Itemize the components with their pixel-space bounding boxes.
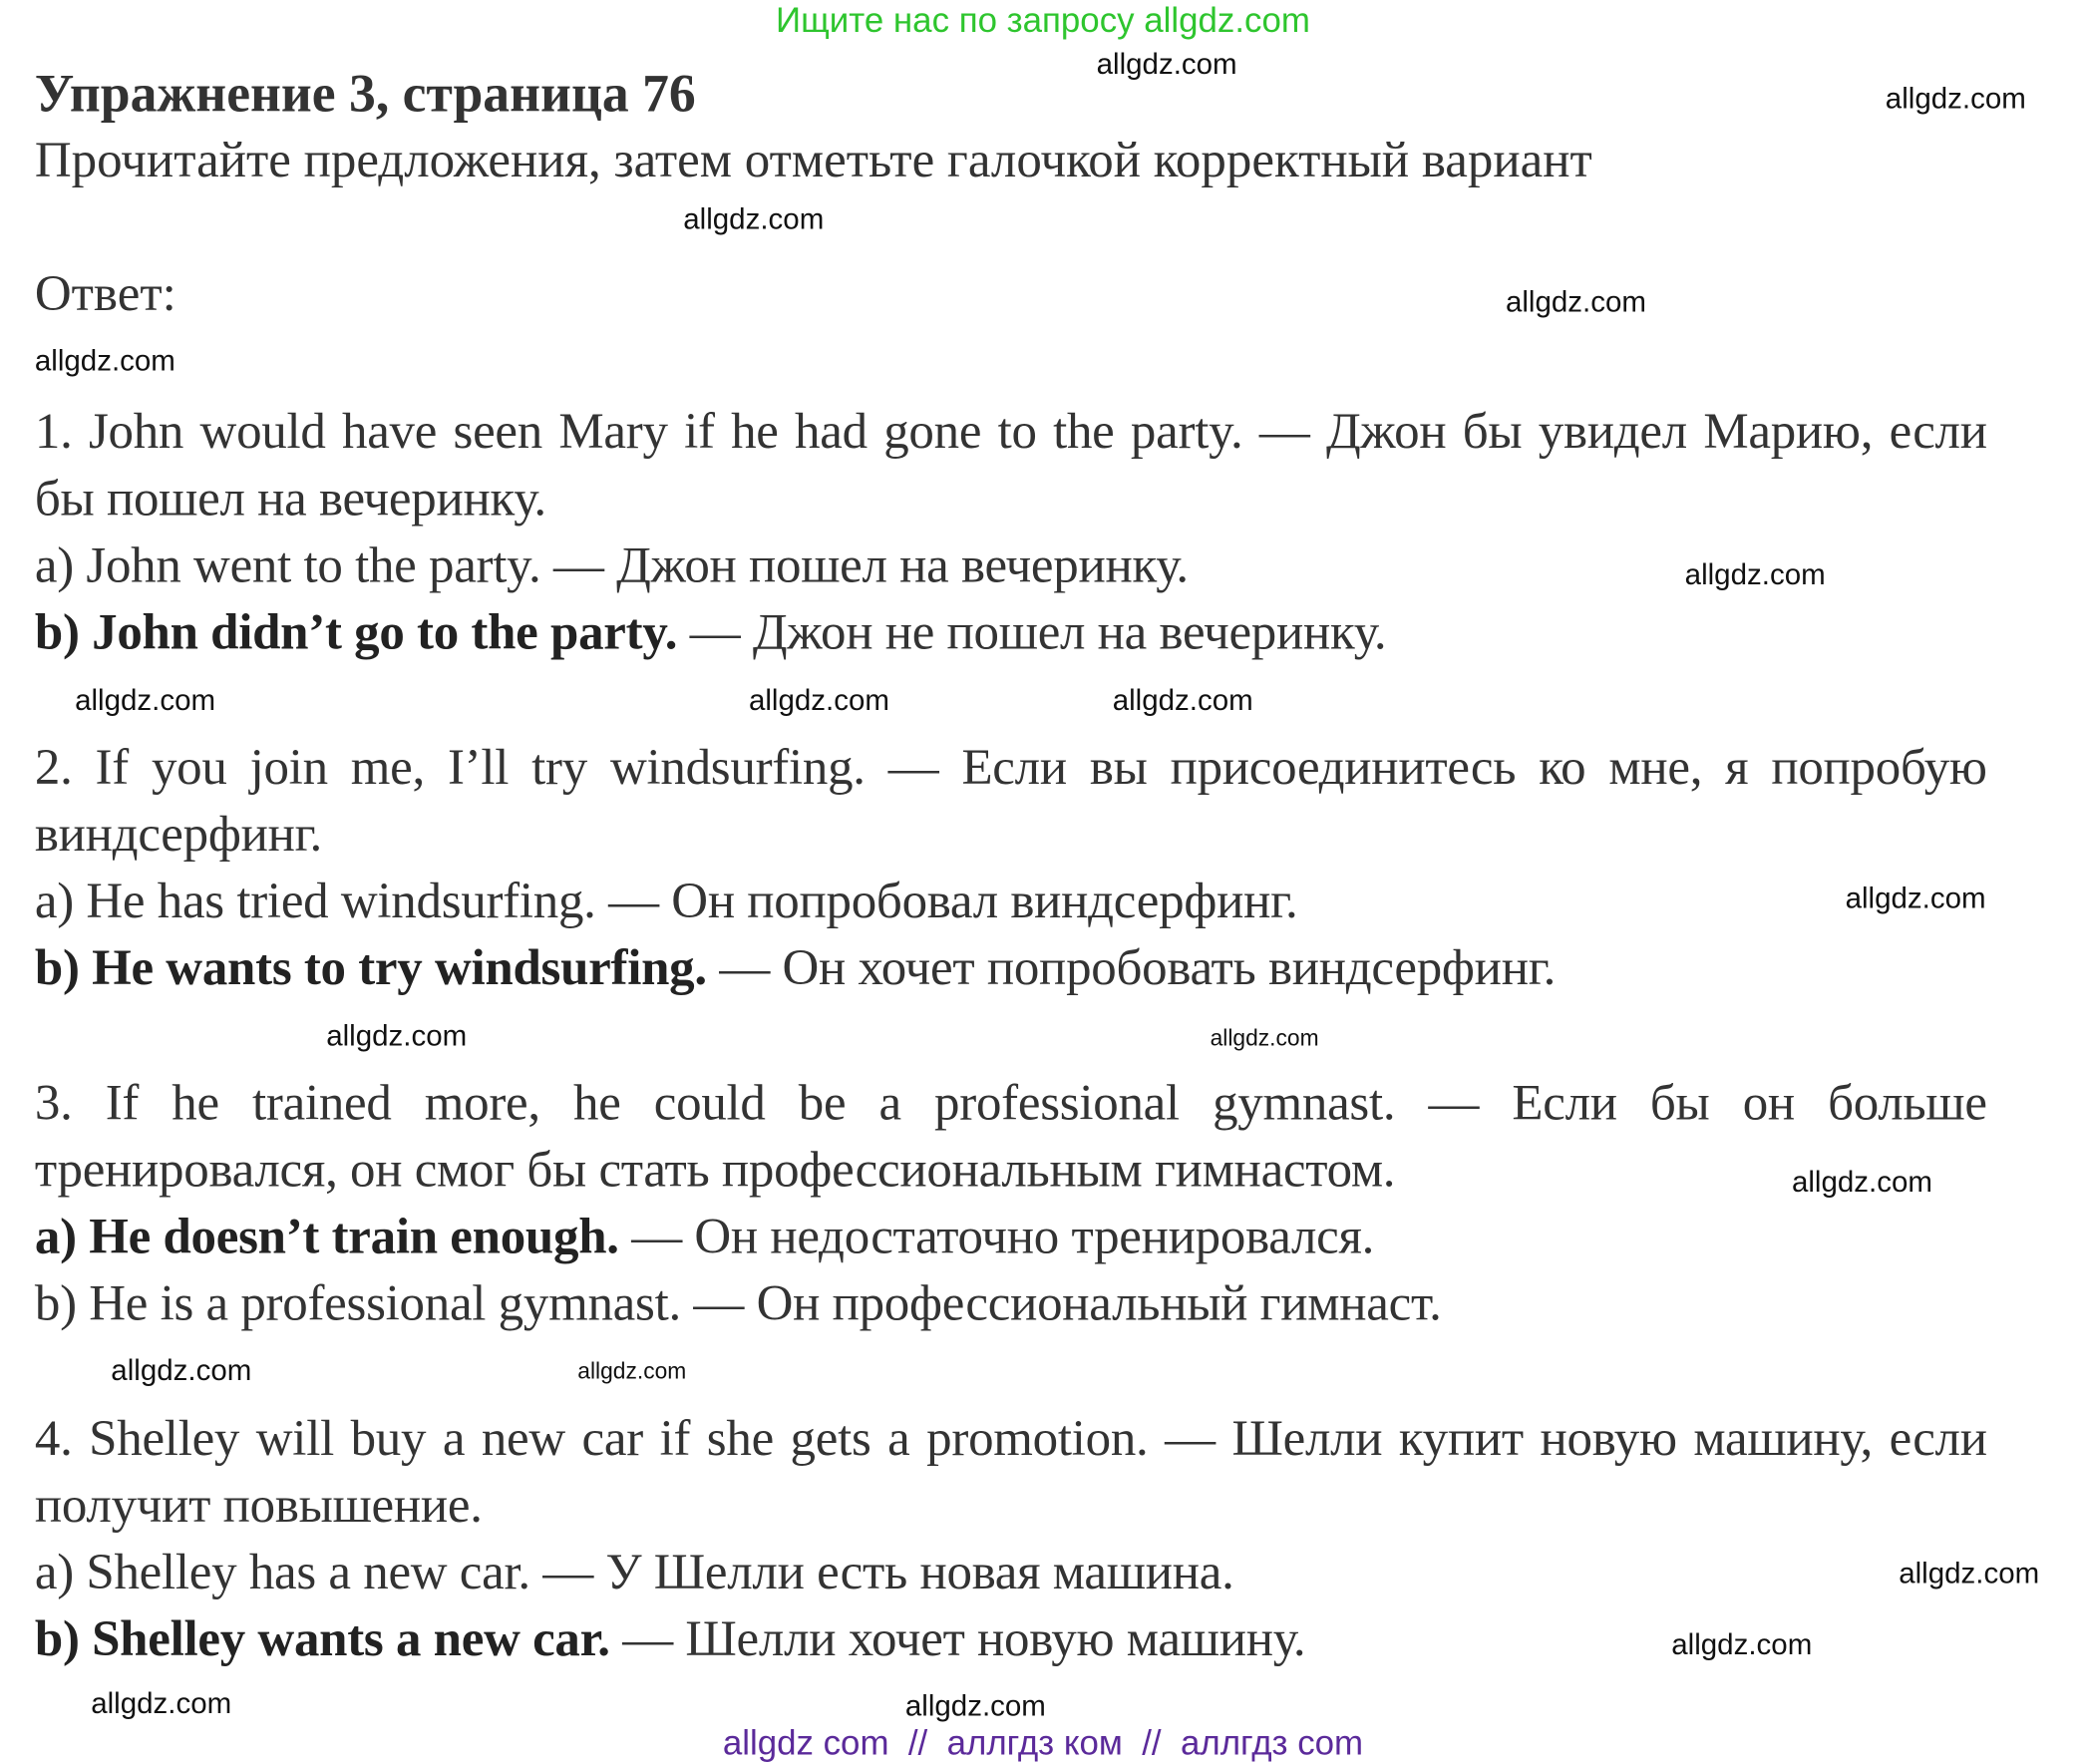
watermark: allgdz.com bbox=[1671, 1626, 1813, 1661]
option-a-text: — Он недостаточно тренировался. bbox=[618, 1209, 1375, 1265]
option-a-correct: a) He doesn’t train enough. bbox=[34, 1209, 619, 1265]
option-a bbox=[35, 1204, 1987, 1270]
exercise-item-3 bbox=[35, 1070, 1987, 1337]
watermark: allgdz.com bbox=[1845, 881, 1986, 915]
instruction: Прочитайте предложения, затем отметьте галочкой корректный вариант bbox=[34, 132, 1592, 189]
option-a-text: a) He has tried windsurfing. — Он попробовал виндсерфинг. bbox=[34, 873, 1298, 929]
option-b-text: — Шелли хочет новую машину. bbox=[609, 1610, 1306, 1668]
watermark: allgdz.com bbox=[904, 1688, 1046, 1723]
watermark: allgdz.com bbox=[111, 1353, 252, 1387]
option-b-text: — Джон не пошел на вечеринку. bbox=[677, 604, 1387, 661]
watermark: allgdz.com bbox=[1096, 46, 1237, 81]
watermark: allgdz.com bbox=[326, 1018, 468, 1053]
option-b-correct: b) Shelley wants a new car. bbox=[34, 1610, 610, 1668]
answer-label: Ответ: bbox=[34, 265, 176, 323]
option-b bbox=[35, 599, 1987, 666]
watermark: allgdz.com bbox=[1210, 1025, 1319, 1052]
option-b bbox=[35, 1270, 1987, 1337]
question: 1. John would have seen Mary if he had gone to the party. — Джон бы увидел Марию, если бы пошел на вечеринку. bbox=[34, 403, 1987, 528]
watermark: allgdz.com bbox=[91, 1686, 232, 1720]
search-banner: Ищите нас по запросу allgdz.com bbox=[776, 0, 1310, 41]
watermark: allgdz.com bbox=[683, 201, 825, 236]
option-b-text: b) He is a professional gymnast. — Он профессиональный гимнаст. bbox=[34, 1275, 1442, 1332]
option-a-text: a) John went to the party. — Джон пошел на вечеринку. bbox=[34, 537, 1189, 594]
footer-links: allgdz com // аллгдз ком // аллгдз com bbox=[722, 1722, 1364, 1763]
question: 3. If he trained more, he could be a professional gymnast. — Если бы он больше тренировался, он смог бы стать профессиональным гимнастом. bbox=[34, 1075, 1987, 1199]
watermark: allgdz.com bbox=[75, 683, 216, 717]
option-b-text: — Он хочет попробовать виндсерфинг. bbox=[706, 939, 1557, 997]
option-a-text: a) Shelley has a new car. — У Шелли есть новая машина. bbox=[34, 1544, 1234, 1601]
page-title: Упражнение 3, страница 76 bbox=[34, 63, 696, 124]
option-a bbox=[35, 868, 1987, 934]
watermark: allgdz.com bbox=[1885, 81, 2026, 116]
exercise-list bbox=[35, 399, 1987, 1741]
watermark: allgdz.com bbox=[577, 1358, 687, 1384]
option-b bbox=[35, 934, 1987, 1001]
watermark: allgdz.com bbox=[1112, 683, 1253, 717]
watermark: allgdz.com bbox=[748, 683, 889, 717]
option-a bbox=[35, 1539, 1987, 1605]
option-b-correct: b) John didn’t go to the party. bbox=[34, 604, 678, 661]
watermark: allgdz.com bbox=[1899, 1556, 2040, 1590]
watermark: allgdz.com bbox=[1505, 284, 1646, 319]
question: 4. Shelley will buy a new car if she gets a promotion. — Шелли купит новую машину, если получит повышение. bbox=[34, 1410, 1987, 1535]
option-b-correct: b) He wants to try windsurfing. bbox=[34, 939, 707, 997]
exercise-item-2 bbox=[35, 734, 1987, 1001]
exercise-item-1 bbox=[35, 399, 1987, 666]
watermark: allgdz.com bbox=[1791, 1165, 1932, 1199]
question: 2. If you join me, I’ll try windsurfing. — Если вы присоединитесь ко мне, я попробую виндсерфинг. bbox=[34, 739, 1987, 863]
watermark: allgdz.com bbox=[1684, 557, 1826, 591]
watermark: allgdz.com bbox=[34, 343, 175, 378]
